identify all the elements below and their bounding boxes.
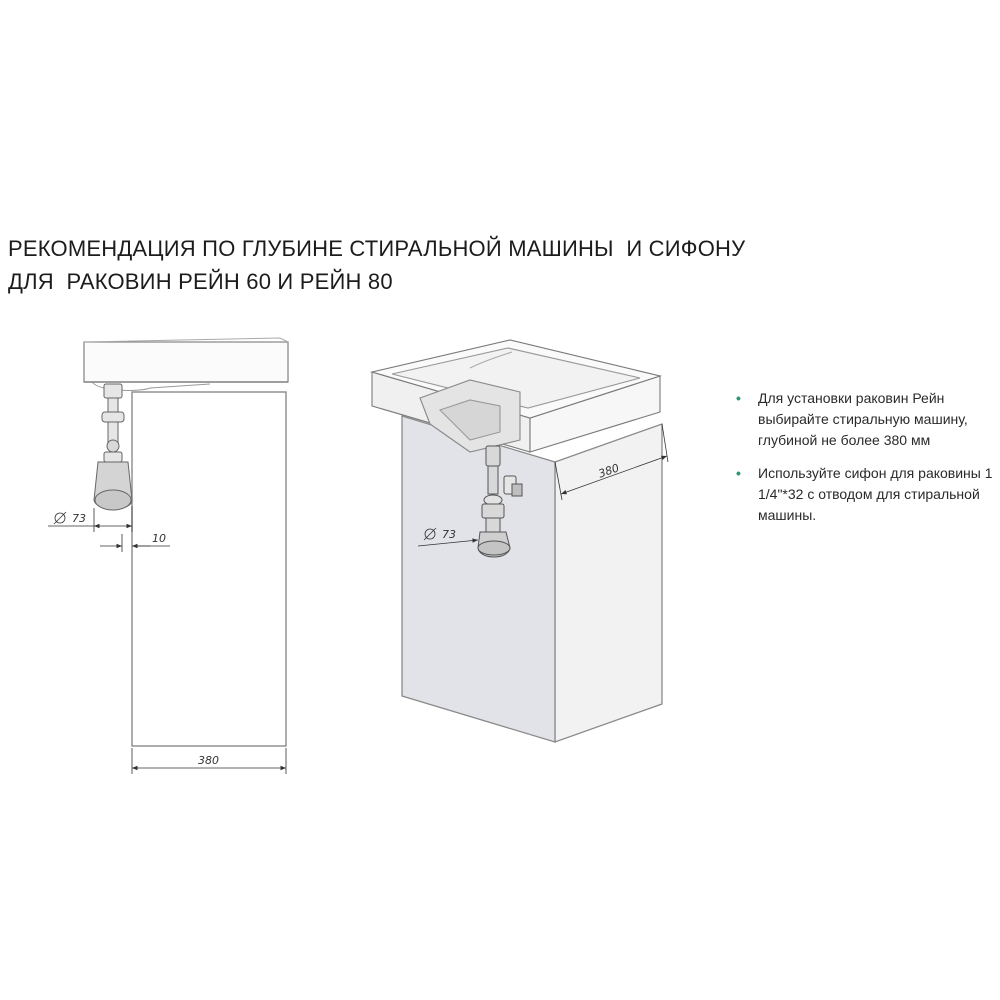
side-view-drawing: [48, 338, 288, 774]
title-line-1: РЕКОМЕНДАЦИЯ ПО ГЛУБИНЕ СТИРАЛЬНОЙ МАШИНЫ И СИФОНУ: [8, 236, 746, 261]
iso-diameter-value: 73: [442, 528, 456, 541]
recommendation-item: [736, 388, 996, 451]
iso-depth-value: 380: [596, 461, 621, 481]
recommendation-text: Для установки раковин Рейн выбирайте стиральную машину, глубиной не более 380 мм: [758, 390, 968, 448]
recommendations-list: [736, 388, 996, 538]
washing-machine-side: [132, 392, 286, 746]
side-diameter-value: 73: [72, 512, 86, 525]
sink-side-profile: [84, 338, 288, 390]
siphon-side: [94, 384, 132, 510]
side-diameter-dimension: [48, 506, 132, 532]
bullet-icon: •: [736, 390, 741, 406]
title-line-2: ДЛЯ РАКОВИН РЕЙН 60 И РЕЙН 80: [8, 269, 393, 294]
bullet-icon: •: [736, 465, 741, 481]
cabinet-front-face: [402, 416, 555, 742]
side-depth-dimension: [132, 748, 286, 774]
side-depth-value: 380: [198, 754, 219, 767]
recommendation-item: [736, 463, 996, 526]
iso-view-drawing: [372, 340, 668, 742]
recommendation-text: Используйте сифон для раковины 1 1/4"*32 с отводом для стиральной машины.: [758, 465, 993, 523]
side-gap-value: 10: [152, 532, 166, 545]
